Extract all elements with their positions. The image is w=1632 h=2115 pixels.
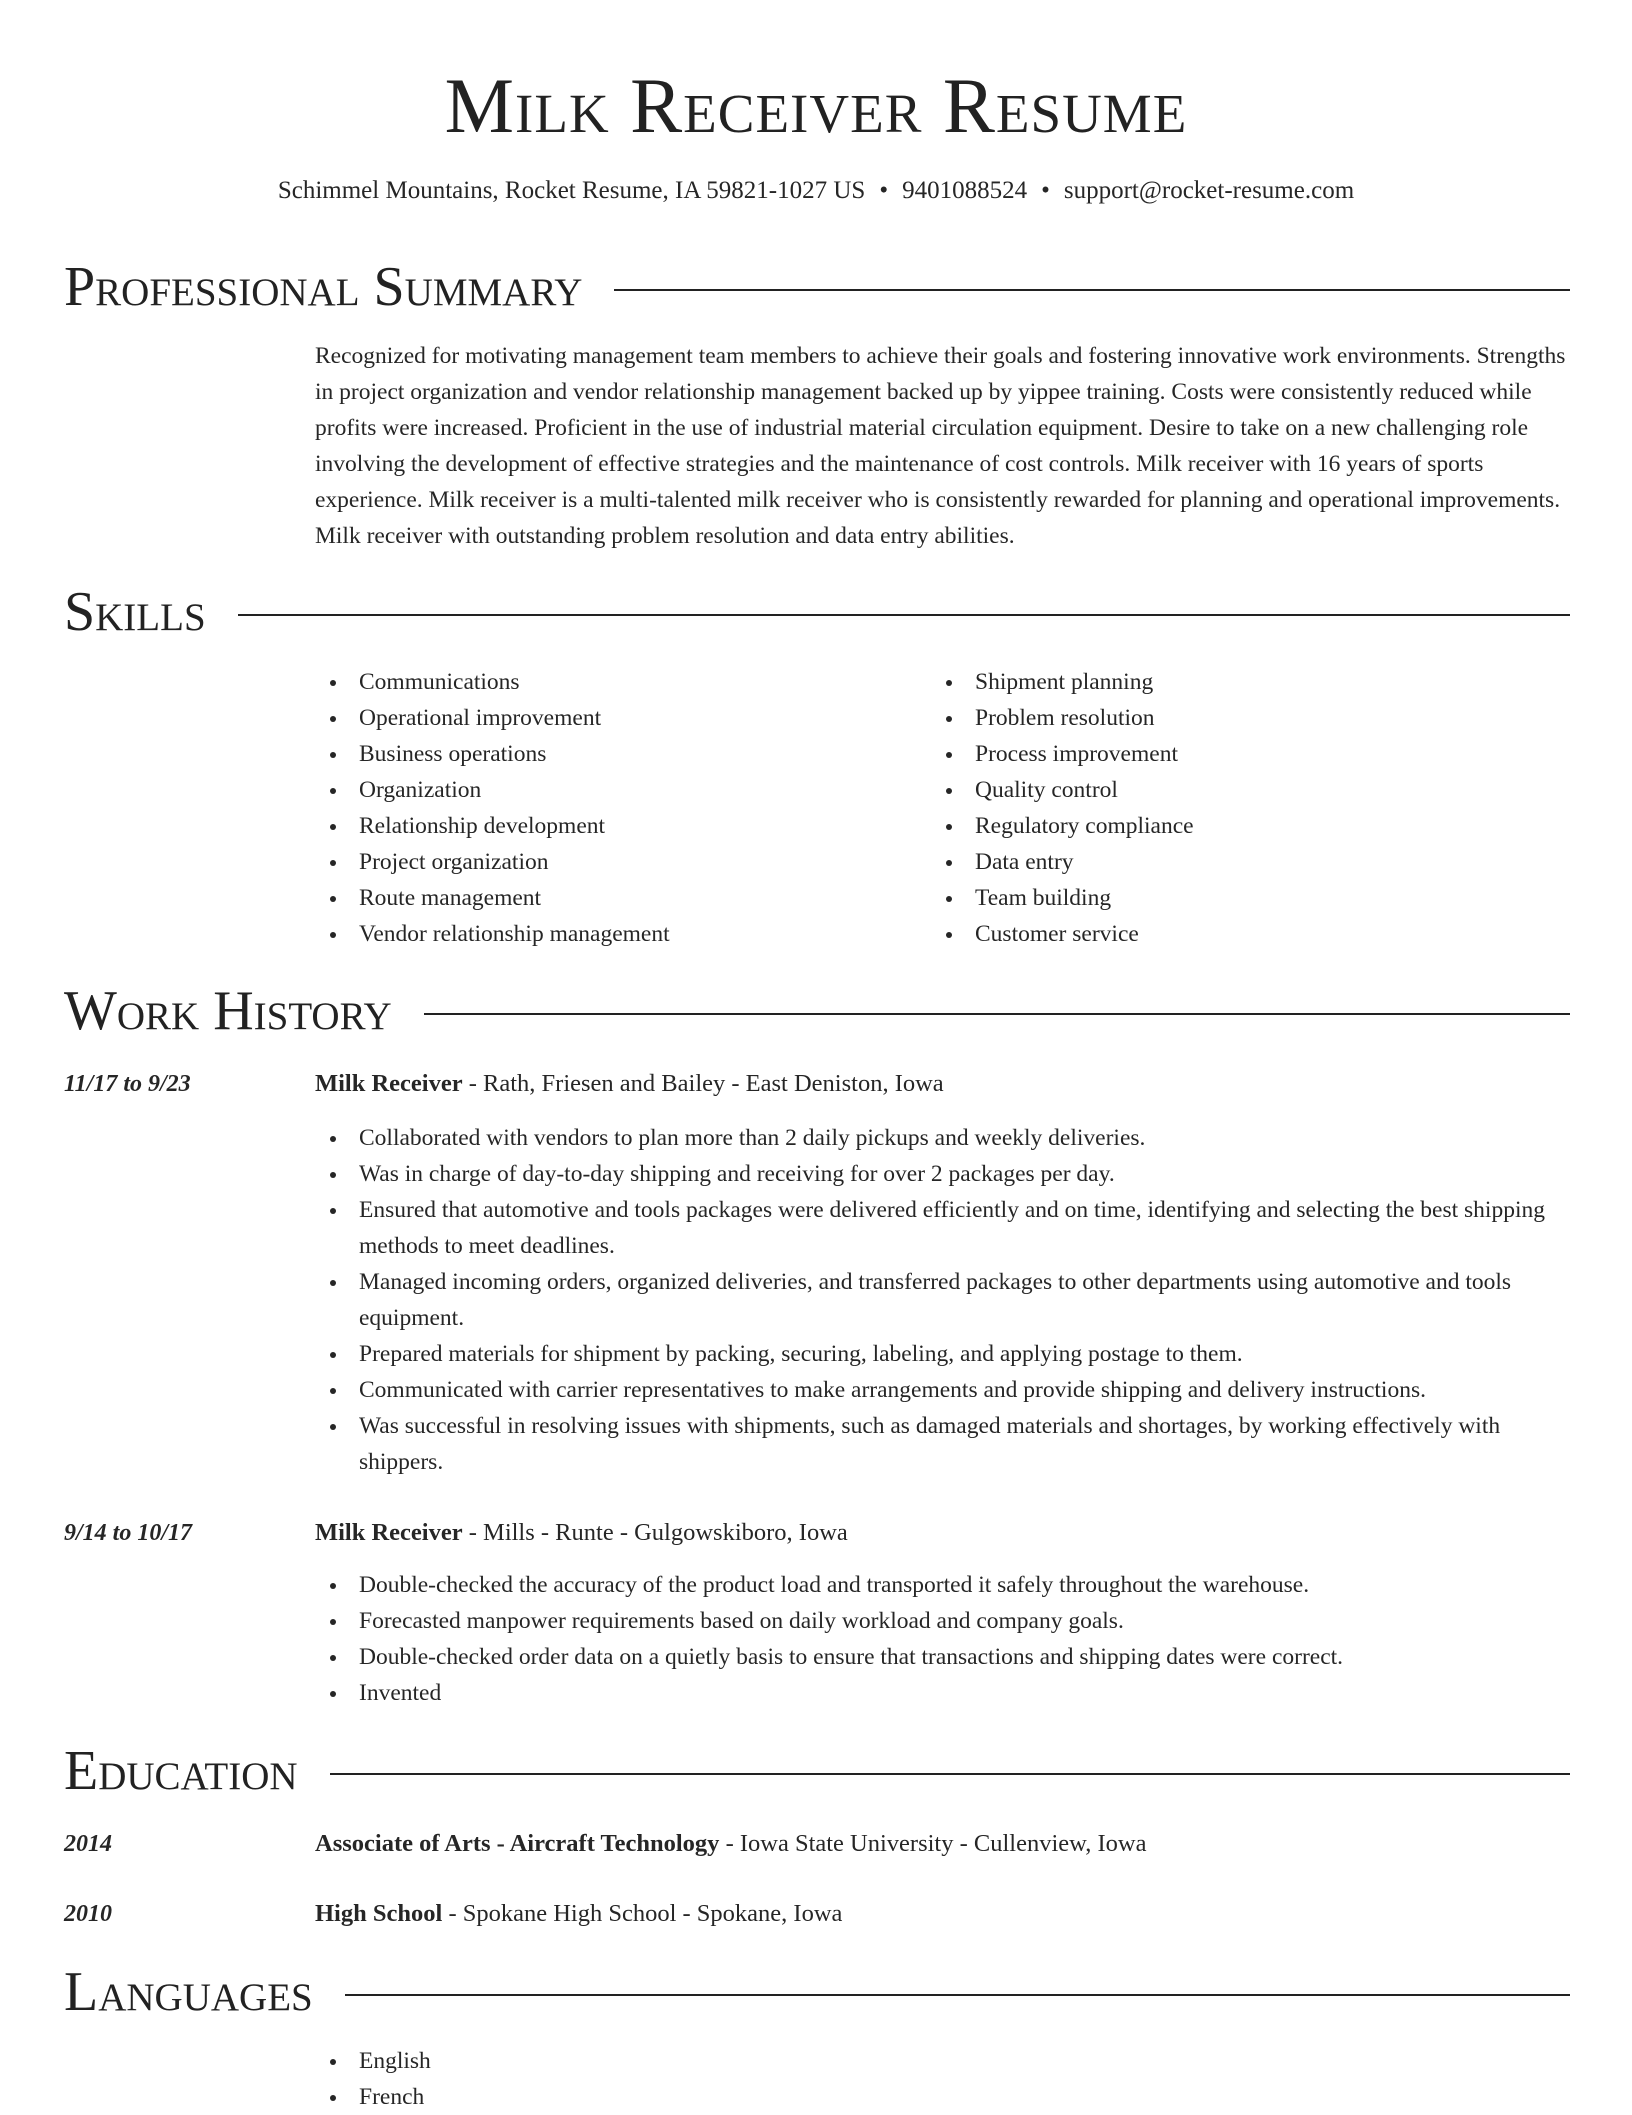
job-duty-item: Communicated with carrier representatives to make arrangements and provide shipping and delivery instructions. — [315, 1372, 1571, 1408]
job-title: Milk Receiver — [315, 1519, 463, 1546]
education-year: 2014 — [64, 1831, 112, 1857]
skill-item: Business operations — [315, 736, 915, 772]
skill-item: Communications — [315, 664, 915, 700]
job-dates: 11/17 to 9/23 — [64, 1071, 191, 1097]
skill-item: Process improvement — [931, 736, 1531, 772]
section-title: Work History — [64, 980, 392, 1042]
section-divider — [614, 289, 1570, 291]
education-year: 2010 — [64, 1901, 112, 1927]
section-title: Skills — [64, 581, 206, 643]
education-heading — [315, 1896, 842, 1932]
job-duty-item: Double-checked the accuracy of the product load and transported it safely throughout the warehouse. — [315, 1567, 1571, 1603]
skills-list-left — [315, 664, 915, 952]
contact-address: Schimmel Mountains, Rocket Resume, IA 59821-1027 US — [277, 177, 866, 204]
language-item: English — [315, 2043, 1571, 2079]
skill-item: Regulatory compliance — [931, 808, 1531, 844]
section-header-work-history — [64, 976, 1570, 1046]
skills-list-right — [931, 664, 1531, 952]
section-divider — [345, 1994, 1570, 1996]
section-divider — [238, 614, 1570, 616]
section-header-summary — [64, 252, 1570, 322]
job-employer: - Mills - Runte - Gulgowskiboro, Iowa — [462, 1519, 848, 1546]
job-duty-item: Was in charge of day-to-day shipping and receiving for over 2 packages per day. — [315, 1156, 1571, 1192]
skill-item: Route management — [315, 880, 915, 916]
job-duty-item: Forecasted manpower requirements based on daily workload and company goals. — [315, 1603, 1571, 1639]
contact-email: support@rocket-resume.com — [1063, 177, 1355, 204]
section-divider — [424, 1013, 1570, 1015]
education-degree: High School — [315, 1900, 443, 1927]
section-header-languages — [64, 1957, 1570, 2027]
section-title: Professional Summary — [64, 256, 583, 318]
job-employer: - Rath, Friesen and Bailey - East Deniston, Iowa — [462, 1070, 944, 1097]
job-duty-item: Prepared materials for shipment by packing, securing, labeling, and applying postage to them. — [315, 1336, 1571, 1372]
language-item: French — [315, 2079, 1571, 2115]
skill-item: Team building — [931, 880, 1531, 916]
skill-item: Problem resolution — [931, 700, 1531, 736]
job-dates: 9/14 to 10/17 — [64, 1520, 193, 1546]
job-duty-item: Managed incoming orders, organized deliveries, and transferred packages to other departments using automotive and tools equipment. — [315, 1264, 1571, 1336]
job-duty-item: Double-checked order data on a quietly basis to ensure that transactions and shipping dates were correct. — [315, 1639, 1571, 1675]
skill-item: Project organization — [315, 844, 915, 880]
job-duty-item: Collaborated with vendors to plan more than 2 daily pickups and weekly deliveries. — [315, 1120, 1571, 1156]
contact-phone: 9401088524 — [902, 177, 1028, 204]
resume-title: Milk Receiver Resume — [444, 62, 1188, 149]
skill-item: Vendor relationship management — [315, 916, 915, 952]
languages-list — [315, 2043, 1571, 2115]
job-duties-list — [315, 1120, 1571, 1480]
job-title: Milk Receiver — [315, 1070, 463, 1097]
education-school: - Spokane High School - Spokane, Iowa — [442, 1900, 843, 1927]
job-heading — [315, 1066, 944, 1102]
summary-text: Recognized for motivating management team members to achieve their goals and fostering innovative work environments. Strengths in project organization and vendor relationship management backed up by yippee training. Costs were consistently reduced while profits were increased. Proficient in the use of industrial material circulation equipment. Desire to take on a new challenging role involving the development of effective strategies and the maintenance of cost controls. Milk receiver with 16 years of sports experience. Milk receiver is a multi-talented milk receiver who is consistently rewarded for planning and operational improvements. Milk receiver with outstanding problem resolution and data entry abilities. — [315, 343, 1566, 549]
skill-item: Relationship development — [315, 808, 915, 844]
skill-item: Customer service — [931, 916, 1531, 952]
contact-line — [0, 174, 1632, 208]
section-title: Languages — [64, 1961, 313, 2023]
contact-separator: • — [1041, 177, 1050, 204]
section-divider — [330, 1773, 1570, 1775]
skill-item: Quality control — [931, 772, 1531, 808]
education-heading — [315, 1826, 1147, 1862]
job-duty-item: Invented — [315, 1675, 1571, 1711]
job-heading — [315, 1515, 848, 1551]
skill-item: Operational improvement — [315, 700, 915, 736]
job-duties-list — [315, 1567, 1571, 1711]
contact-separator: • — [879, 177, 889, 204]
section-header-education — [64, 1736, 1570, 1806]
job-duty-item: Ensured that automotive and tools packages were delivered efficiently and on time, identifying and selecting the best shipping methods to meet deadlines. — [315, 1192, 1571, 1264]
skill-item: Organization — [315, 772, 915, 808]
skill-item: Data entry — [931, 844, 1531, 880]
job-duty-item: Was successful in resolving issues with shipments, such as damaged materials and shortages, by working effectively with shippers. — [315, 1408, 1571, 1480]
education-school: - Iowa State University - Cullenview, Iowa — [719, 1830, 1147, 1857]
section-header-skills — [64, 577, 1570, 647]
education-degree: Associate of Arts - Aircraft Technology — [315, 1830, 720, 1857]
section-title: Education — [64, 1740, 298, 1802]
skill-item: Shipment planning — [931, 664, 1531, 700]
